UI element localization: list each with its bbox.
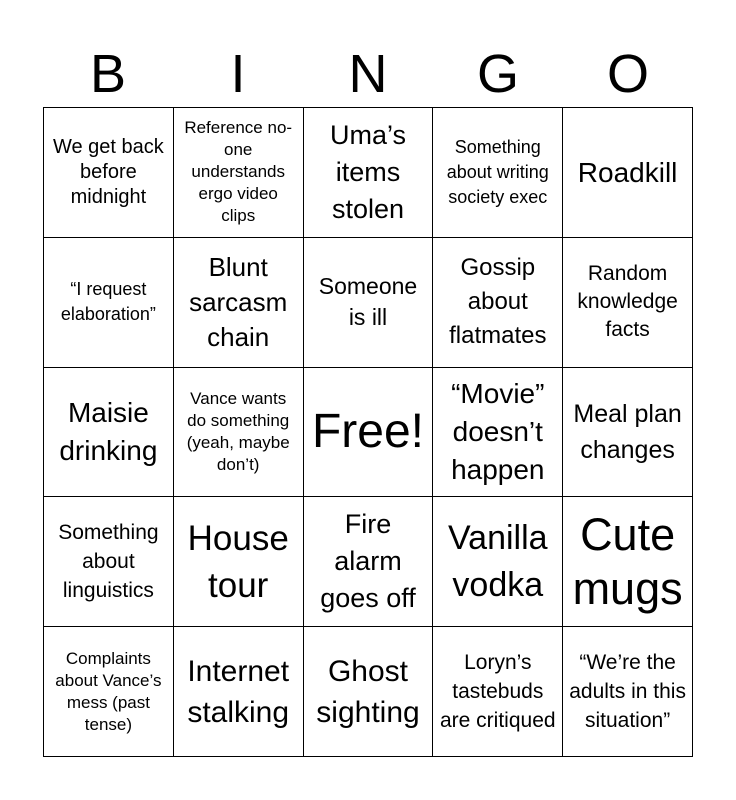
cell-text: “I request elaboration” (60, 279, 156, 325)
cell-text: Something about writing society exec (446, 136, 549, 207)
cell-text: Maisie drinking (59, 396, 158, 466)
cell-text: “We’re the adults in this situation” (569, 651, 686, 733)
free-space: Free! (311, 404, 424, 458)
bingo-cell[interactable] (304, 238, 434, 368)
cell-text: Blunt sarcasm chain (189, 251, 288, 352)
cell-text: Roadkill (577, 156, 678, 188)
bingo-grid (43, 107, 693, 757)
bingo-cell[interactable] (174, 108, 304, 238)
cell-text: Meal plan changes (573, 399, 682, 464)
bingo-cell[interactable] (433, 108, 563, 238)
bingo-cell[interactable] (563, 238, 693, 368)
bingo-cell[interactable] (433, 368, 563, 498)
bingo-cell[interactable] (174, 497, 304, 627)
cell-text: Vance wants do something (yeah, maybe don’t) (186, 388, 290, 474)
cell-text: Fire alarm goes off (320, 509, 416, 614)
header-letter-n: N (348, 44, 388, 104)
cell-text: “Movie” doesn’t happen (451, 377, 545, 485)
bingo-cell[interactable] (44, 368, 174, 498)
bingo-cell[interactable] (563, 108, 693, 238)
cell-text: Complaints about Vance’s mess (past tense) (55, 648, 162, 734)
cell-text: We get back before midnight (52, 135, 164, 208)
bingo-cell[interactable] (304, 368, 434, 498)
header-letter-i: I (230, 44, 246, 104)
cell-text: Something about linguistics (58, 521, 159, 603)
bingo-cell[interactable] (174, 238, 304, 368)
bingo-cell[interactable] (433, 238, 563, 368)
cell-text: Ghost sighting (316, 654, 420, 729)
header-letter-b: B (89, 44, 127, 104)
cell-text: Vanilla vodka (448, 518, 548, 604)
cell-text: Someone is ill (318, 273, 418, 331)
bingo-cell[interactable] (563, 497, 693, 627)
bingo-cell[interactable] (304, 497, 434, 627)
bingo-cell[interactable] (44, 497, 174, 627)
cell-text: Gossip about flatmates (449, 254, 547, 350)
cell-text: Uma’s items stolen (329, 119, 406, 224)
cell-text: Cute mugs (572, 508, 683, 614)
cell-text: Reference no-one understands ergo video clips (184, 118, 293, 226)
bingo-cell[interactable] (304, 627, 434, 757)
bingo-cell[interactable] (433, 627, 563, 757)
bingo-cell[interactable] (563, 627, 693, 757)
bingo-cell[interactable] (433, 497, 563, 627)
cell-text: Internet stalking (187, 654, 290, 729)
cell-text: House tour (187, 518, 289, 605)
bingo-header (43, 40, 693, 108)
bingo-cell[interactable] (174, 627, 304, 757)
bingo-cell[interactable] (44, 108, 174, 238)
cell-text: Random knowledge facts (577, 262, 678, 342)
header-letter-g: G (476, 44, 519, 104)
bingo-cell[interactable] (44, 627, 174, 757)
bingo-cell[interactable] (563, 368, 693, 498)
cell-text: Loryn’s tastebuds are critiqued (440, 651, 556, 733)
bingo-cell[interactable] (304, 108, 434, 238)
bingo-cell[interactable] (44, 238, 174, 368)
header-letter-o: O (606, 44, 649, 104)
bingo-cell[interactable] (174, 368, 304, 498)
